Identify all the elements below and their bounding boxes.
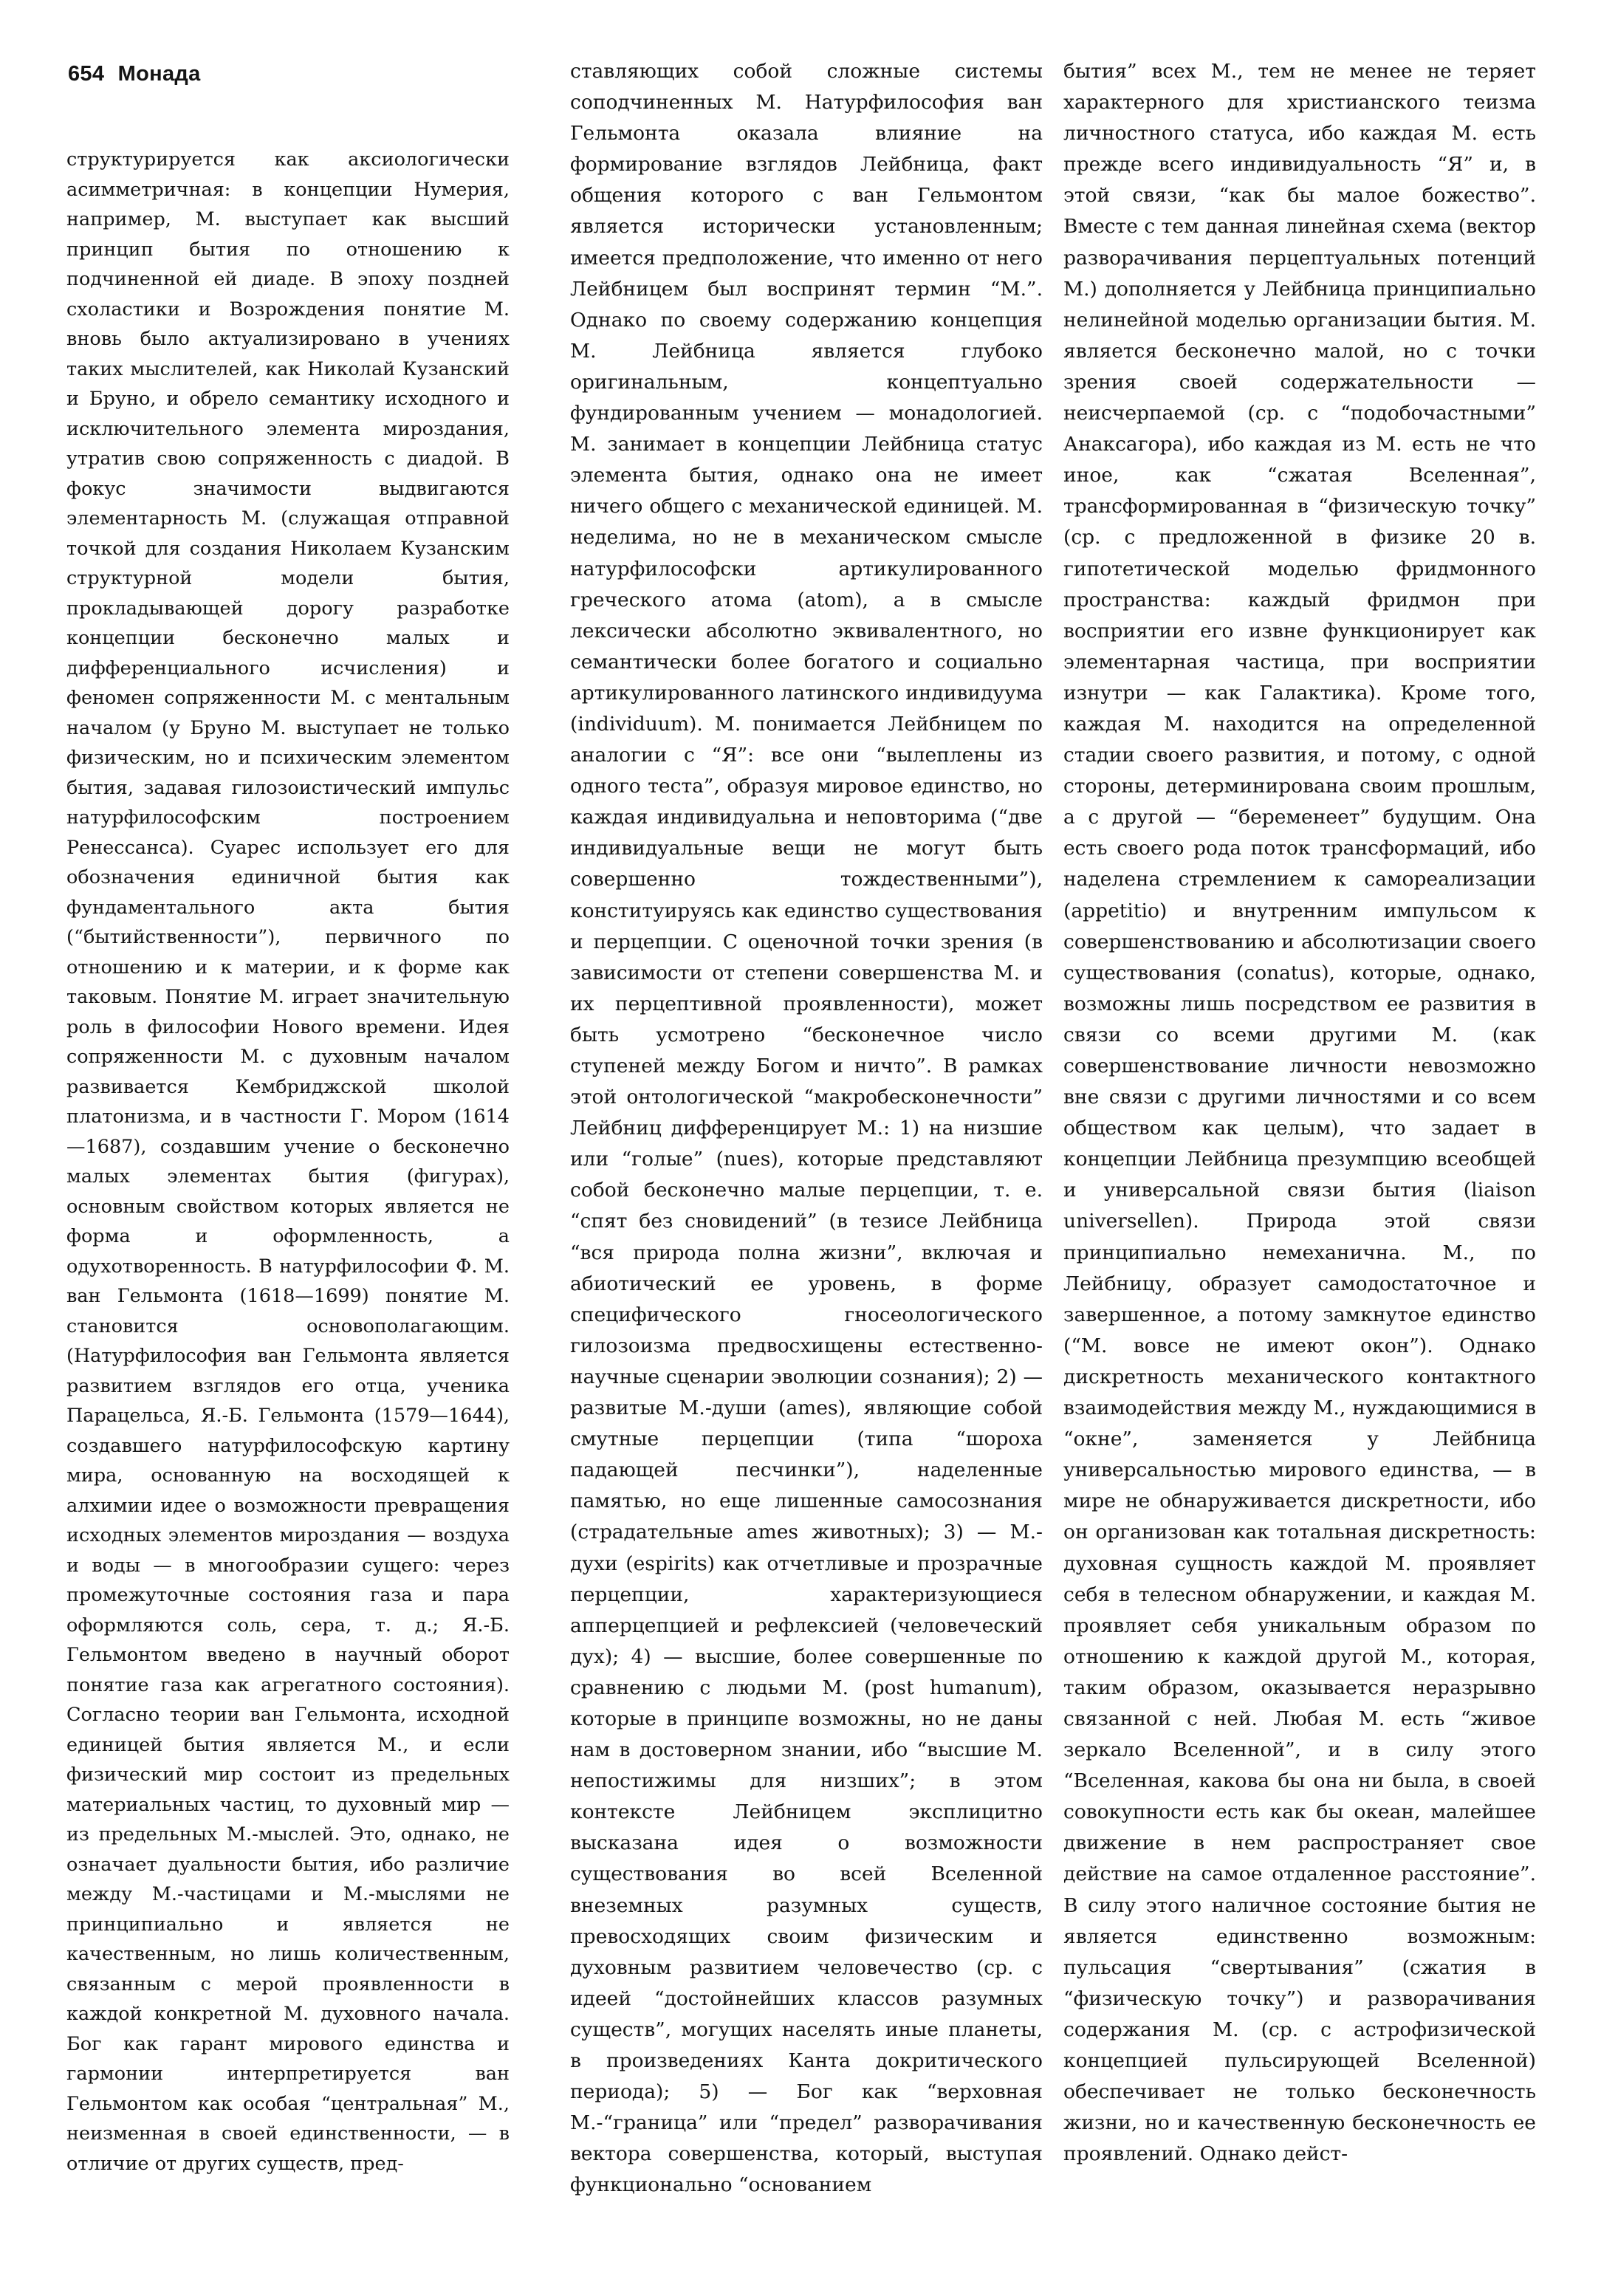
column-paragraph: ставляющих собой сложные системы соподчиненных М. Натурфилософия ван Гельмонта оказала влияние на формирование взглядов Лейбница, факт общения которого с ван Гельмонтом является исторически установленным; имеется предположение, что именно от него Лейбницем был воспринят термин “М.”. Однако по своему содержанию концепция М. Лейбница является глубоко оригинальным, концептуально фундированным учением — монадологией. М. занимает в концепции Лейбница статус элемента бытия, однако она не имеет ничего общего с механической единицей. М. неделима, но не в механическом смысле натурфилософски артикулированного греческого атома (atom), а в смысле лексически абсолютно эквивалентного, но семантически более богатого и социально артикулированного латинского индивидуума (individuum). М. понимается Лейбницем по аналогии с “Я”: все они “вылеплены из одного теста”, образуя мировое единство, но каждая индивидуальна и неповторима (“две индивидуальные вещи не могут быть совершенно тождественными”), конституируясь как единство существования и перцепции. С оценочной точки зрения (в зависимости от степени совершенства М. и их перцептивной проявленности), может быть усмотрено “бесконечное число ступеней между Богом и ничто”. В рамках этой онтологической “макробесконечности” Лейбниц дифференцирует М.: 1) на низшие или “голые” (nues), которые представляют собой бесконечно малые перцепции, т. е. “спят без сновидений” (в тезисе Лейбница “вся природа полна жизни”, включая и абиотический ее уровень, в форме специфического гносеологического гилозоизма предвосхищены естественно-научные сценарии эволюции сознания); 2) — развитые М.-души (ames), являющие собой смутные перцепции (типа “шороха падающей песчинки”), наделенные памятью, но еще лишенные самосознания (страдательные ames животных); 3) — М.-духи (espirits) как отчетливые и прозрачные перцепции, характеризующиеся апперцепцией и рефлексией (человеческий дух); 4) — высшие, более совершенные по сравнению с людьми М. (post humanum), которые в принципе возможны, но не даны нам в достоверном знании, ибо “высшие М. непостижимы для низших”; в этом контексте Лейбницем эксплицитно высказана идея о возможности существования во всей Вселенной внеземных разумных существ, превосходящих своим физическим и духовным развитием человечество (ср. с идеей “достойнейших классов разумных существ”, могущих населять иные планеты, в произведениях Канта докритического периода); 5) — Бог как “верховная М.-“граница” или “предел” разворачивания вектора совершенства, который, выступая функционально “основанием — [570, 60, 1043, 2197]
page-number: 654 — [68, 62, 105, 86]
text-column-left — [66, 145, 510, 2179]
column-paragraph: бытия” всех М., тем не менее не теряет характерного для христианского теизма личностного статуса, ибо каждая М. есть прежде всего индивидуальность “Я” и, в этой связи, “как бы малое божество”. Вместе с тем данная линейная схема (вектор разворачивания перцептуальных потенций М.) дополняется у Лейбница принципиально нелинейной моделью организации бытия. М. является бесконечно малой, но с точки зрения своей содержательности — неисчерпаемой (ср. с “подобочастными” Анаксагора), ибо каждая из М. есть не что иное, как “сжатая Вселенная”, трансформированная в “физическую точку” (ср. с предложенной в физике 20 в. гипотетической моделью фридмонного пространства: каждый фридмон при восприятии его извне функционирует как элементарная частица, при восприятии изнутри — как Галактика). Кроме того, каждая М. находится на определенной стадии своего развития, и потому, с одной стороны, детерминирована своим прошлым, а с другой — “беременеет” будущим. Она есть своего рода поток трансформаций, ибо наделена стремлением к самореализации (appetitio) и внутренним импульсом к совершенствованию и абсолютизации своего существования (conatus), которые, однако, возможны лишь посредством ее развития в связи со всеми другими М. (как совершенствование личности невозможно вне связи с другими личностями и со всем обществом как целым), что задает в концепции Лейбница презумпцию всеобщей и универсальной связи бытия (liaison universellen). Природа этой связи принципиально немеханична. М., по Лейбницу, образует самодостаточное и завершенное, а потому замкнутое единство (“М. вовсе не имеют окон”). Однако дискретность механического контактного взаимодействия между М., нуждающимися в “окне”, заменяется у Лейбница универсальностью мирового единства, — в мире не обнаруживается дискретности, ибо он организован как тотальная дискретность: духовная сущность каждой М. проявляет себя в телесном обнаружении, и каждая М. проявляет себя уникальным образом по отношению к каждой другой М., которая, таким образом, оказывается неразрывно связанной с ней. Любая М. есть “живое зеркало Вселенной”, и в силу этого “Вселенная, какова бы она ни была, в своей совокупности есть как бы океан, малейшее движение в нем распространяет свое действие на самое отдаленное расстояние”. В силу этого наличное состояние бытия не является единственно возможным: пульсация “свертывания” (сжатия в “физическую точку”) и разворачивания содержания М. (ср. с астрофизической концепцией пульсирующей Вселенной) обеспечивает не только бесконечность жизни, но и качественную бесконечность ее проявлений. Однако дейст- — [1063, 60, 1536, 2166]
column-paragraph: структурируется как аксиологически асимметричная: в концепции Нумерия, например, М. выступает как высший принцип бытия по отношению к подчиненной ей диаде. В эпоху поздней схоластики и Возрождения понятие М. вновь было актуализировано в учениях таких мыслителей, как Николай Кузанский и Бруно, и обрело семантику исходного и исключительного элемента мироздания, утратив свою сопряженность с диадой. В фокус значимости выдвигаются элементарность М. (служащая отправной точкой для создания Николаем Кузанским структурной модели бытия, прокладывающей дорогу разработке концепции бесконечно малых и дифференциального исчисления) и феномен сопряженности М. с ментальным началом (у Бруно М. выступает не только физическим, но и психическим элементом бытия, задавая гилозоистический импульс натурфилософским построением Ренессанса). Суарес использует его для обозначения единичной бытия как фундаментального акта бытия (“бытийственности”), первичного по отношению и к материи, и к форме как таковым. Понятие М. играет значительную роль в философии Нового времени. Идея сопряженности М. с духовным началом развивается Кембриджской школой платонизма, и в частности Г. Мором (1614—1687), создавшим учение о бесконечно малых элементах бытия (фигурах), основным свойством которых является не форма и оформленность, а одухотворенность. В натурфилософии Ф. М. ван Гельмонта (1618—1699) понятие М. становится основополагающим. (Натурфилософия ван Гельмонта является развитием взглядов его отца, ученика Парацельса, Я.-Б. Гельмонта (1579—1644), создавшего натурфилософскую картину мира, основанную на восходящей к алхимии идее о возможности превращения исходных элементов мироздания — воздуха и воды — в многообразии сущего: через промежуточные состояния газа и пара оформляются соль, сера, т. д.; Я.-Б. Гельмонтом введено в научный оборот понятие газа как агрегатного состояния). Согласно теории ван Гельмонта, исходной единицей бытия является М., и если физический мир состоит из предельных материальных частиц, то духовный мир — из предельных М.-мыслей. Это, однако, не означает дуальности бытия, ибо различие между М.-частицами и М.-мыслями не принципиально и является не качественным, но лишь количественным, связанным с мерой проявленности в каждой конкретной М. духовного начала. Бог как гарант мирового единства и гармонии интерпретируется ван Гельмонтом как особая “центральная” М., неизменная в своей единственности, — в отличие от других существ, пред- — [66, 148, 510, 2175]
running-title: Монада — [117, 62, 201, 86]
text-column-right — [1063, 56, 1536, 2170]
page-header — [68, 62, 201, 86]
text-column-middle — [570, 56, 1043, 2201]
